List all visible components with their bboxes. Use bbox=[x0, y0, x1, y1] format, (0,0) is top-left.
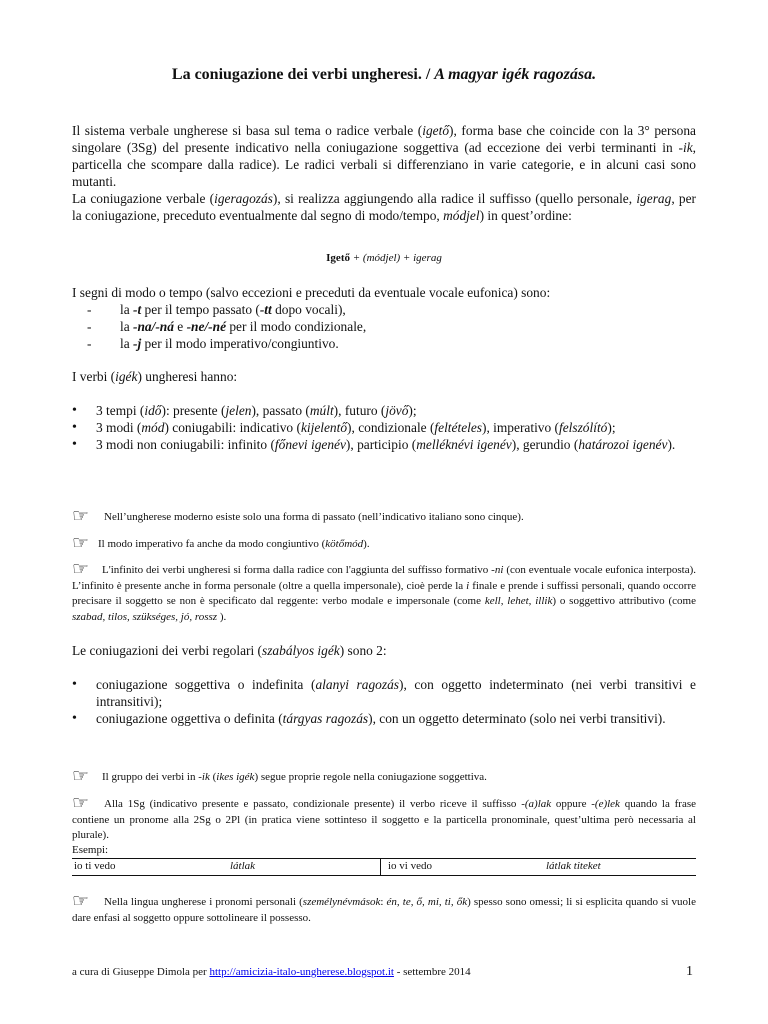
table-cell: io ti vedo bbox=[74, 860, 116, 872]
list-item: • 3 modi (mód) coniugabili: indicativo (kijelentő), condizionale (feltételes), imperativo (felszólító); bbox=[72, 419, 696, 436]
conjugations-list bbox=[72, 676, 696, 727]
formula: Igető + (módjel) + igerag bbox=[326, 252, 442, 264]
list-item: • coniugazione soggettiva o indefinita (alanyi ragozás), con oggetto indeterminato (nei verbi transitivi e intransitivi); bbox=[72, 676, 696, 710]
page-title bbox=[0, 66, 768, 84]
mood-signs-list bbox=[72, 301, 696, 352]
verbs-heading: I verbi (igék) ungheresi hanno: bbox=[72, 369, 238, 384]
page-number: 1 bbox=[686, 964, 693, 979]
blog-link[interactable]: http://amicizia-italo-ungherese.blogspot.it bbox=[209, 966, 394, 978]
list-item: - la -na/-ná e -ne/-né per il modo condizionale, bbox=[72, 318, 696, 335]
table-cell: látlak titeket bbox=[546, 860, 601, 872]
title-italic: A magyar igék ragozása. bbox=[434, 66, 597, 83]
note-4: ☞ Il gruppo dei verbi in -ik (ikes igék) segue proprie regole nella coniugazione soggettiva. bbox=[72, 765, 487, 787]
pointing-hand-icon: ☞ bbox=[72, 890, 90, 912]
note-2: ☞ Il modo imperativo fa anche da modo congiuntivo (kötőmód). bbox=[72, 532, 370, 554]
note-3: ☞ L'infinito dei verbi ungheresi si forma dalla radice con l'aggiunta del suffisso formativo -ni (con eventuale vocale eufonica interposta). L’infinito è presente anche in forma personale (oltre a quella impersonale), cioè perde la i finale e prende i suffissi personali, quando occorre precisare il soggetto se non è specificato dal reggente: verbo modale e impersonale (come kell, lehet, illik) o soggettivo attributivo (come szabad, tilos, szükséges, jó, rossz ). bbox=[72, 558, 696, 623]
list-item: • coniugazione oggettiva o definita (tárgyas ragozás), con un oggetto determinato (solo nei verbi transitivi). bbox=[72, 710, 696, 727]
table-cell: io vi vedo bbox=[388, 860, 432, 872]
note-6: ☞ Nella lingua ungherese i pronomi personali (személynévmások: én, te, ő, mi, ti, ők) spesso sono omessi; li si esplicita quando si vuole dare enfasi al soggetto oppure sottolineare il possesso. bbox=[72, 890, 696, 924]
verbs-section bbox=[72, 368, 696, 385]
pointing-hand-icon: ☞ bbox=[72, 792, 90, 814]
conjugations-heading: Le coniugazioni dei verbi regolari (szabályos igék) sono 2: bbox=[72, 643, 387, 658]
verbs-list bbox=[72, 402, 696, 453]
mood-signs-heading: I segni di modo o tempo (salvo eccezioni e preceduti da eventuale vocale eufonica) sono: bbox=[72, 285, 551, 300]
examples-label: Esempi: bbox=[72, 844, 109, 856]
intro-paragraph: Il sistema verbale ungherese si basa sul tema o radice verbale (igető), forma base che coincide con la 3° persona singolare (3Sg) del presente indicativo nella coniugazione soggettiva (ad eccezione dei verbi terminanti in -ik, particella che scompare dalla radice). Le radici verbali si differenziano in varie categorie, e in alcuni casi sono mutanti. La coniugazione verbale (igeragozás), si realizza aggiungendo alla radice il suffisso (quello personale, igerag, per la coniugazione, preceduto eventualmente dal segno di modo/tempo, módjel) in quest’ordine: bbox=[72, 123, 697, 223]
table-cell: látlak bbox=[230, 860, 256, 872]
pointing-hand-icon: ☞ bbox=[72, 558, 90, 580]
examples-table bbox=[72, 858, 696, 876]
pointing-hand-icon: ☞ bbox=[72, 765, 90, 787]
footer: a cura di Giuseppe Dimola per http://amicizia-italo-ungherese.blogspot.it - settembre 2014 bbox=[72, 966, 471, 978]
mood-signs-section bbox=[72, 284, 696, 352]
table-divider bbox=[380, 859, 381, 875]
note-1: ☞ Nell’ungherese moderno esiste solo una forma di passato (nell’indicativo italiano sono cinque). bbox=[72, 505, 524, 527]
list-item: • 3 tempi (idő): presente (jelen), passato (múlt), futuro (jövő); bbox=[72, 402, 696, 419]
title-main: La coniugazione dei verbi ungheresi. / bbox=[171, 66, 435, 83]
pointing-hand-icon: ☞ bbox=[72, 532, 90, 554]
list-item: - la -j per il modo imperativo/congiuntivo. bbox=[72, 335, 696, 352]
note-5: ☞ Alla 1Sg (indicativo presente e passato, condizionale presente) il verbo riceve il suffisso -(a)lak oppure -(e)lek quando la frase contiene un pronome alla 2Sg o 2Pl (in pratica viene sottinteso il soggetto e la particella pronominale, quest’ultima però necessaria al plurale). bbox=[72, 792, 696, 841]
pointing-hand-icon: ☞ bbox=[72, 505, 90, 527]
list-item: - la -t per il tempo passato (-tt dopo vocali), bbox=[72, 301, 696, 318]
list-item: • 3 modi non coniugabili: infinito (főnevi igenév), participio (melléknévi igenév), gerundio (határozoi igenév). bbox=[72, 436, 696, 453]
